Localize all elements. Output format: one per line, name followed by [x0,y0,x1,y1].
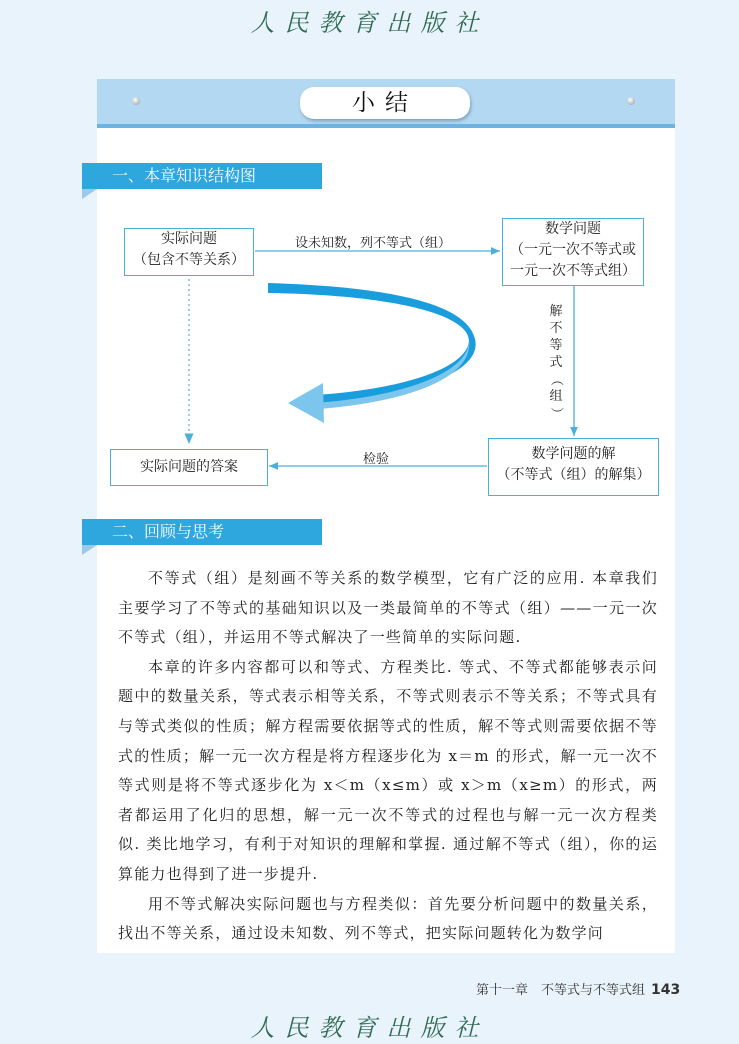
box-text: （包含不等关系） [133,252,245,268]
page-footer [476,979,680,998]
vlabel-char: 式 [549,355,563,370]
section-heading-structure: 一、本章知识结构图 [82,163,322,189]
vlabel-char: ） [548,406,564,420]
box-text: 数学问题 [545,221,601,237]
box-math-solution [488,438,659,496]
box-text: 一元一次不等式组） [510,263,636,279]
arrow-label-solve [549,303,563,422]
curve-arrowhead-icon [288,383,324,423]
vlabel-char: （ [548,372,564,386]
box-text: 数学问题的解 [531,446,616,462]
box-text: 实际问题的答案 [140,459,238,475]
page-number: 143 [651,982,681,998]
arrow-label-set-unknown: 设未知数，列不等式（组） [295,236,452,251]
paragraph: 不等式（组）是刻画不等关系的数学模型，它有广泛的应用. 本章我们主要学习了不等式的基础知识以及一类最简单的不等式（组）——一元一次不等式（组），并运用不等式解决了一些简单的实际问题. [118,569,658,647]
arrow-label-check: 检验 [363,452,390,467]
paragraph: 本章的许多内容都可以和等式、方程类比. 等式、不等式都能够表示问题中的数量关系，等式表示相等关系，不等式则表示不等关系；不等式具有与等式类似的性质；解方程需要依据等式的性质，解不等式则需要依据不等式的性质；解一元一次方程是将方程逐步化为 x＝m 的形式，解一元一次不等式则是将不等式逐步化为 x＜m（x≤m）或 x＞m（x≥m）的形式，两者都运用了化归的思想，解一元一次不等式的过程也与解一元一次方程类似. 类比地学习，有利于对知识的理解和掌握. 通过解不等式（组），你的运算能力也得到了进一步提升. [118,657,658,883]
box-real-answer [110,449,268,486]
curve-arrow-upper [268,283,476,403]
paragraph: 用不等式解决实际问题也与方程类似：首先要分析问题中的数量关系，找出不等关系，通过设未知数、列不等式，把实际问题转化为数学问 [118,894,658,943]
box-real-problem [124,228,254,276]
review-text [118,564,658,949]
publisher-logo-top: 人民教育出版社 [250,9,489,37]
box-math-problem [502,218,644,286]
box-text: 实际问题 [161,231,217,247]
section-heading-review: 二、回顾与思考 [82,519,322,545]
vlabel-char: 解 [549,304,563,319]
page-content [97,79,675,953]
box-text: （不等式（组）的解集） [496,467,651,483]
page-title: 小结 [300,87,470,119]
vlabel-char: 组 [549,389,563,404]
box-text: （一元一次不等式或 [510,242,636,258]
chapter-title: 第十一章 不等式与不等式组 [476,983,646,998]
vlabel-char: 不 [549,321,563,336]
vlabel-char: 等 [549,338,563,353]
publisher-logo-bottom: 人民教育出版社 [250,1014,489,1042]
